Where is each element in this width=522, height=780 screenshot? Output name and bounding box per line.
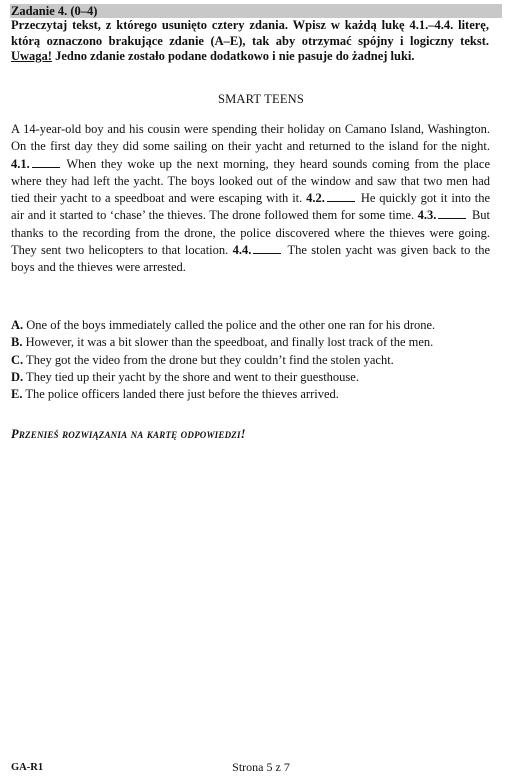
transfer-note: Przenieś rozwiązania na kartę odpowiedzi! bbox=[11, 427, 246, 441]
option-letter: B. bbox=[11, 335, 23, 350]
instruction-text: Przeczytaj tekst, z którego usunięto cztery zdania. Wpisz w każdą lukę 4.1.–4.4. literę, którą oznaczono brakujące zdanie (A–E), tak aby otrzymać spójny i logiczny tekst. bbox=[11, 18, 489, 48]
gap-label-4: 4.4. bbox=[232, 243, 252, 258]
option-text: One of the boys immediately called the police and the other one ran for his drone. bbox=[23, 318, 436, 332]
story-title: SMART TEENS bbox=[217, 92, 305, 106]
gap-label-3: 4.3. bbox=[417, 208, 437, 223]
gap-blank-4 bbox=[253, 243, 281, 254]
option-letter: C. bbox=[11, 352, 24, 367]
story-text bbox=[11, 121, 490, 277]
option-letter: A. bbox=[11, 318, 24, 332]
option-a bbox=[11, 317, 491, 334]
option-d bbox=[11, 369, 491, 386]
gap-blank-3 bbox=[438, 208, 466, 219]
option-e bbox=[11, 386, 491, 403]
story-part-4: The stolen yacht was given back to the boys and the thieves were arrested. bbox=[11, 243, 490, 275]
warning-label: Uwaga! bbox=[11, 49, 52, 63]
option-letter: D. bbox=[11, 369, 24, 384]
story-part-2: He quickly got it into the air and it started to ‘chase’ the thieves. The drone followed them for some time. bbox=[11, 191, 490, 223]
story-part-1: When they woke up the next morning, they heard sounds coming from the place where they had left the yacht. The boys looked out of the window and saw that two men had tied their yacht to a speedboat and were escaping with it. bbox=[11, 156, 490, 206]
gap-blank-1 bbox=[32, 157, 60, 168]
option-text: However, it was a bit slower than the speedboat, and finally lost track of the men. bbox=[22, 335, 434, 350]
story-intro: A 14-year-old boy and his cousin were spending their holiday on Camano Island, Washington. On the first day they did some sailing on their yacht and returned to the island for the night. bbox=[11, 122, 490, 154]
option-text: They got the video from the drone but they couldn’t find the stolen yacht. bbox=[23, 352, 394, 367]
option-letter: E. bbox=[11, 387, 23, 402]
answer-options bbox=[11, 317, 491, 403]
task-instruction bbox=[11, 18, 489, 65]
task-header: Zadanie 4. (0–4) bbox=[10, 4, 502, 18]
gap-label-2: 4.2. bbox=[306, 191, 325, 206]
footer-code: GA-R1 bbox=[11, 762, 44, 773]
option-b bbox=[11, 334, 491, 351]
warning-text: Jedno zdanie zostało podane dodatkowo i nie pasuje do żadnej luki. bbox=[51, 49, 415, 63]
option-c bbox=[11, 352, 491, 369]
story-part-3: But thanks to the recording from the drone, the police discovered where the thieves were going. They sent two helicopters to that location. bbox=[11, 208, 491, 258]
gap-blank-2 bbox=[327, 191, 355, 202]
option-text: They tied up their yacht by the shore and went to their guesthouse. bbox=[23, 369, 359, 384]
option-text: The police officers landed there just before the thieves arrived. bbox=[22, 387, 339, 402]
page-number: Strona 5 z 7 bbox=[232, 760, 290, 774]
gap-label-1: 4.1. bbox=[11, 156, 30, 171]
